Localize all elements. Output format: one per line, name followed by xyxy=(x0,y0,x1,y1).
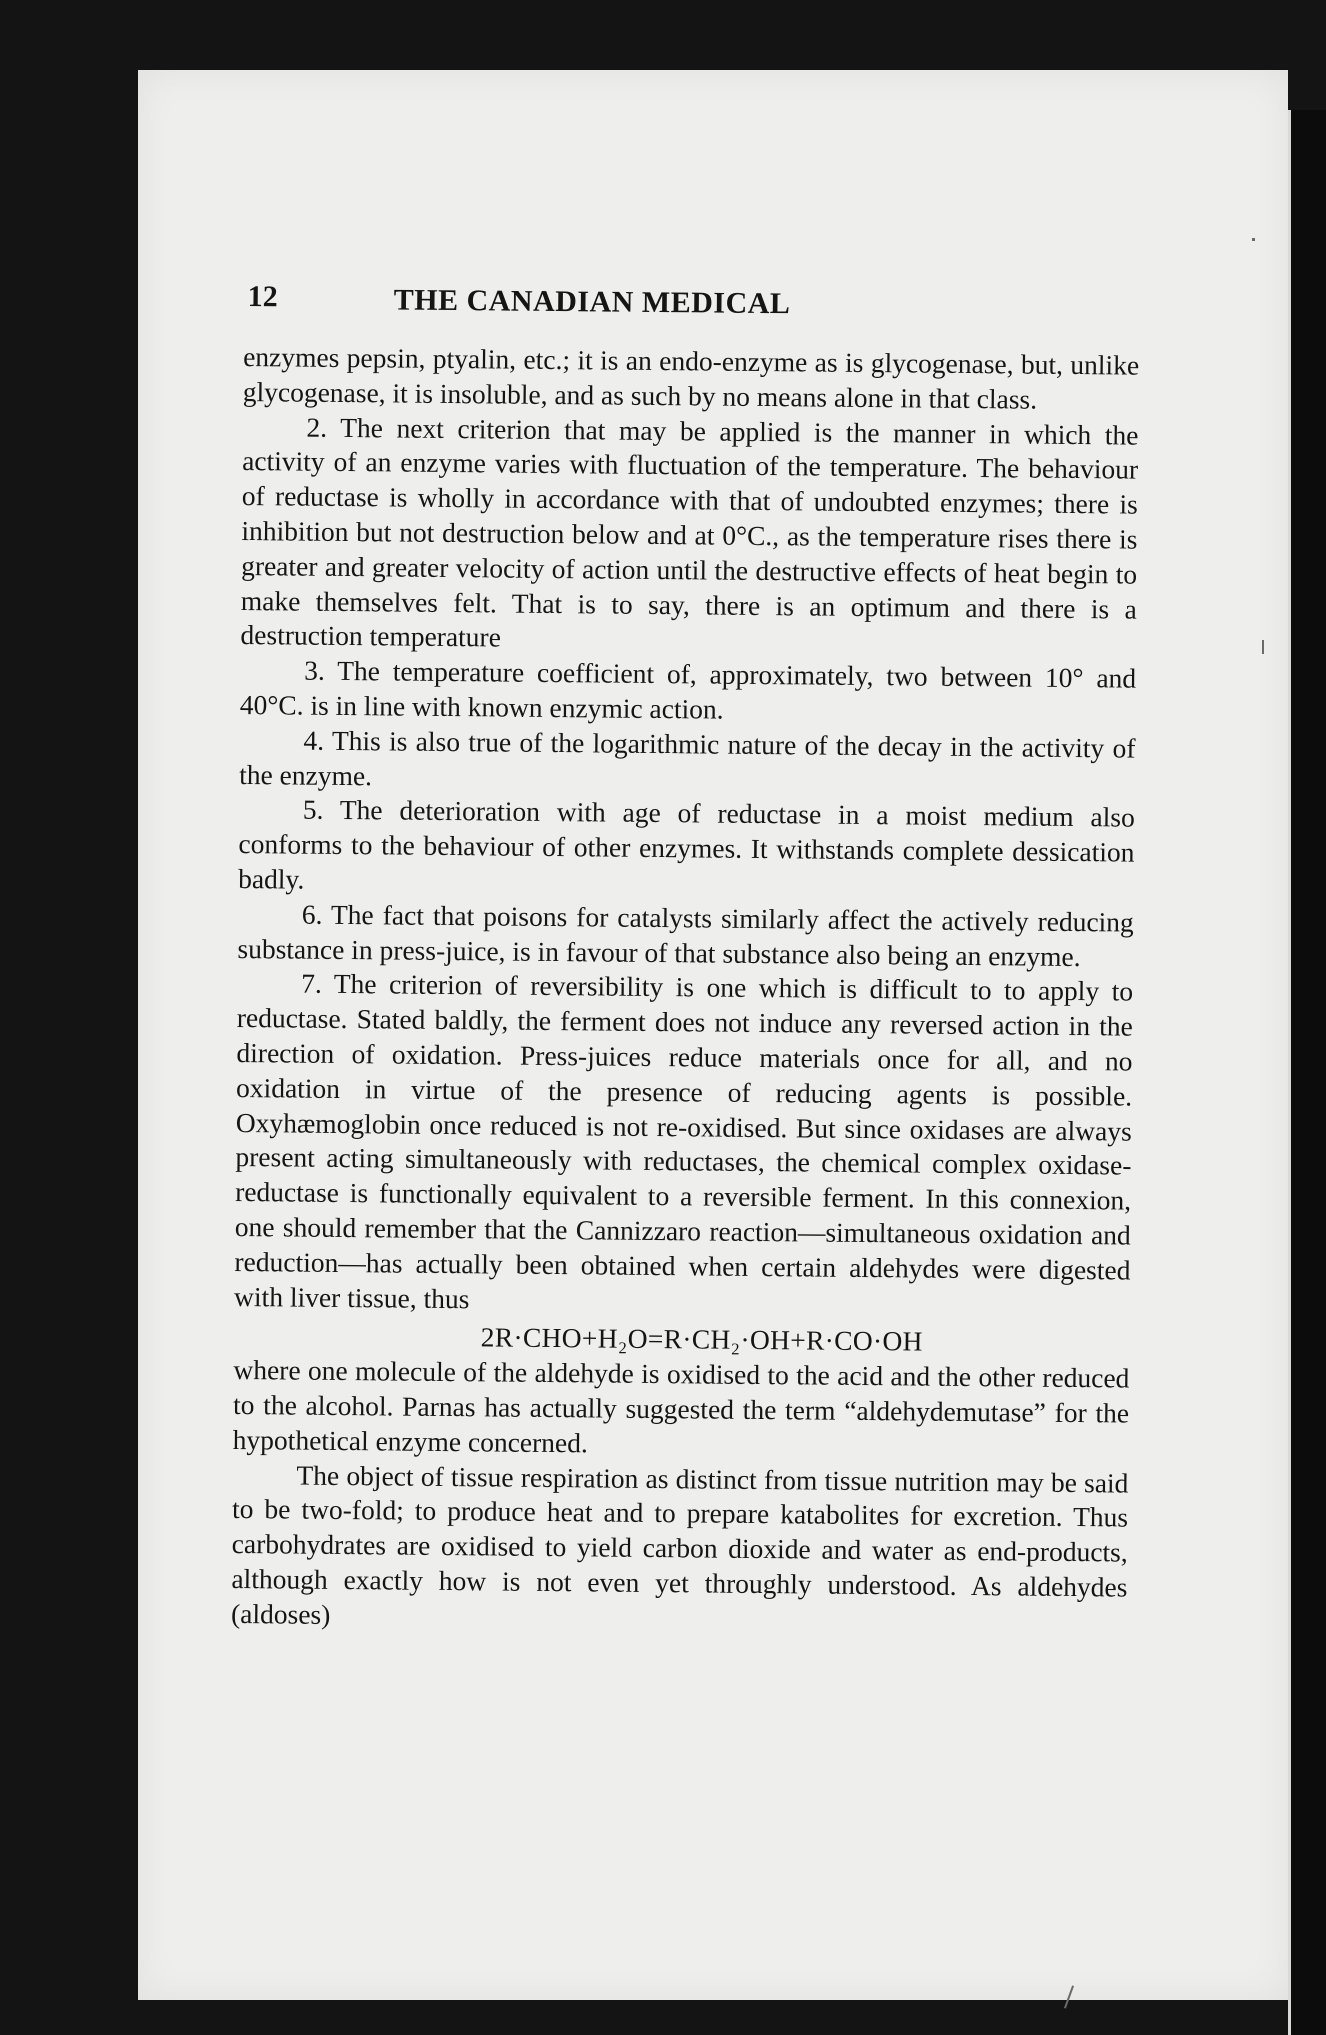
paragraph-after-equation: where one molecule of the aldehyde is oxidised to the acid and the other reduced to the alcohol. Parnas has actually suggested the term “aldehydemutase” for the hypothetical enzyme concerned. xyxy=(232,1354,1130,1459)
paragraph-criterion-4: 4. This is also true of the logarithmic nature of the decay in the activity of the enzyme. xyxy=(239,724,1136,791)
page-header xyxy=(243,270,1140,339)
page-text-block xyxy=(231,270,1140,1640)
paragraph-continued: enzymes pepsin, ptyalin, etc.; it is an endo-enzyme as is glycogenase, but, unlike glycogenase, it is insoluble, and as such by no means alone in that class. xyxy=(242,340,1140,415)
page-number: 12 xyxy=(247,280,278,314)
paragraph-criterion-3: 3. The temperature coefficient of, approximately, two between 10° and 40°C. is in line with known enzymic action. xyxy=(239,654,1137,725)
paragraph-criterion-2: 2. The next criterion that may be applied is the manner in which the activity of an enzyme varies with fluctuation of the temperature. The behaviour of reductase is wholly in accordance with that of undoubted enzymes; there is inhibition but not destruction below and at 0°C., as the temperature rises there is greater and greater velocity of action until the destructive effects of heat begin to make themselves felt. That is to say, there is an optimum and there is a destruction temperature xyxy=(240,411,1139,653)
scan-speck xyxy=(1252,238,1255,241)
book-spine-edge xyxy=(1288,110,1326,2035)
paragraph-criterion-6: 6. The fact that poisons for catalysts similarly affect the actively reducing substance in press-juice, is in favour of that substance also being an enzyme. xyxy=(237,898,1134,972)
scan-speck xyxy=(1262,640,1264,654)
chemical-equation: 2R·CHO+H₂O=R·CH₂·OH+R·CO·OH xyxy=(480,1321,923,1357)
paragraph-criterion-7: 7. The criterion of reversibility is one which is difficult to to apply to reductase. Stated baldly, the ferment does not induce any reversed action in the direction of oxidation. Press-juices reduce materials once for all, and no oxidation in virtue of the presence of reducing agents is possible. Oxyhæmoglobin once reduced is not re-oxidised. But since oxidases are always present acting simultaneously with reductases, the chemical complex oxidase-reductase is functionally equivalent to a reversible ferment. In this connexion, one should remember that the Cannizzaro reaction—simultaneous oxidation and reduction—has actually been obtained when certain aldehydes were digested with liver tissue, thus xyxy=(234,967,1134,1314)
paragraph-tissue-respiration: The object of tissue respiration as distinct from tissue nutrition may be said to be two-fold; to produce heat and to prepare katabolites for excretion. Thus carbohydrates are oxidised to yield carbon dioxide and water as end-products, although exactly how is not even yet throughly understood. As aldehydes (aldoses) xyxy=(230,1459,1129,1630)
paragraph-criterion-5: 5. The deterioration with age of reductase in a moist medium also conforms to the behaviour of other enzymes. It withstands complete dessication badly. xyxy=(238,793,1135,895)
running-head: THE CANADIAN MEDICAL xyxy=(393,283,791,321)
